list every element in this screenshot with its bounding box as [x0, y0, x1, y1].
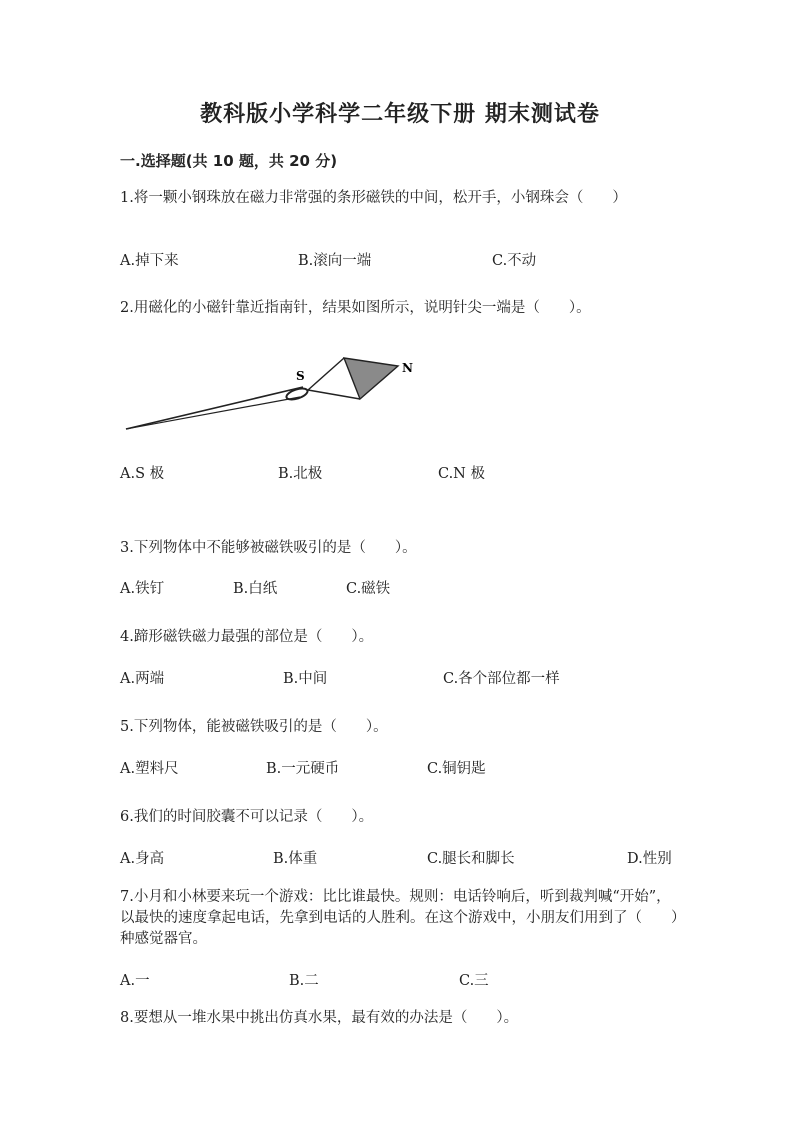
q4-option-a[interactable]: A.两端 — [120, 671, 165, 687]
q5-option-b[interactable]: B.一元硬币 — [266, 761, 340, 777]
question-4: 4.蹄形磁铁磁力最强的部位是（ ）。 — [120, 629, 374, 645]
q6-option-b[interactable]: B.体重 — [273, 851, 318, 867]
question-7: 7.小月和小林要来玩一个游戏：比比谁最快。规则：电话铃响后，听到裁判喊“开始”，以最快的速度拿起电话，先拿到电话的人胜利。在这个游戏中，小朋友们用到了（ ）种感觉器官。 — [120, 889, 679, 947]
q3-option-c[interactable]: C.磁铁 — [346, 581, 391, 597]
question-1: 1.将一颗小钢珠放在磁力非常强的条形磁铁的中间，松开手，小钢珠会（ ） — [120, 190, 627, 206]
q7-option-a[interactable]: A.一 — [120, 973, 150, 989]
q3-option-a[interactable]: A.铁钉 — [120, 581, 165, 597]
magnetic-needle-figure — [118, 340, 428, 444]
question-5: 5.下列物体，能被磁铁吸引的是（ ）。 — [120, 719, 388, 735]
q6-option-c[interactable]: C.腿长和脚长 — [427, 851, 515, 867]
question-3: 3.下列物体中不能够被磁铁吸引的是（ ）。 — [120, 540, 417, 556]
q6-option-a[interactable]: A.身高 — [120, 851, 165, 867]
q7-option-c[interactable]: C.三 — [459, 973, 489, 989]
page-title: 教科版小学科学二年级下册 期末测试卷 — [200, 102, 600, 127]
section-heading: 一.选择题(共 10 题，共 20 分) — [120, 152, 338, 170]
q5-option-c[interactable]: C.铜钥匙 — [427, 761, 486, 777]
q1-option-a[interactable]: A.掉下来 — [120, 253, 179, 269]
q1-option-b[interactable]: B.滚向一端 — [298, 253, 372, 269]
needle-eye — [285, 386, 309, 401]
q2-option-c[interactable]: C.N 极 — [438, 466, 485, 482]
question-8: 8.要想从一堆水果中挑出仿真水果，最有效的办法是（ ）。 — [120, 1010, 519, 1026]
q3-option-b[interactable]: B.白纸 — [233, 581, 278, 597]
q5-option-a[interactable]: A.塑料尺 — [120, 761, 179, 777]
question-6: 6.我们的时间胶囊不可以记录（ ）。 — [120, 809, 374, 825]
q4-option-c[interactable]: C.各个部位都一样 — [443, 671, 560, 687]
q2-option-a[interactable]: A.S 极 — [120, 466, 165, 482]
needle-shaft-upper — [126, 387, 303, 429]
label-s: S — [296, 369, 305, 383]
needle-shaft-lower — [126, 397, 300, 429]
q1-option-c[interactable]: C.不动 — [492, 253, 537, 269]
compass-edge-1 — [308, 358, 344, 390]
compass-edge-2 — [308, 390, 360, 399]
label-n: N — [402, 361, 413, 375]
needle-compass-diagram — [118, 340, 428, 440]
compass-pointer — [344, 358, 398, 399]
q2-option-b[interactable]: B.北极 — [278, 466, 323, 482]
q6-option-d[interactable]: D.性别 — [627, 851, 672, 867]
question-2: 2.用磁化的小磁针靠近指南针，结果如图所示，说明针尖一端是（ ）。 — [120, 300, 591, 316]
q7-option-b[interactable]: B.二 — [289, 973, 319, 989]
q4-option-b[interactable]: B.中间 — [283, 671, 328, 687]
